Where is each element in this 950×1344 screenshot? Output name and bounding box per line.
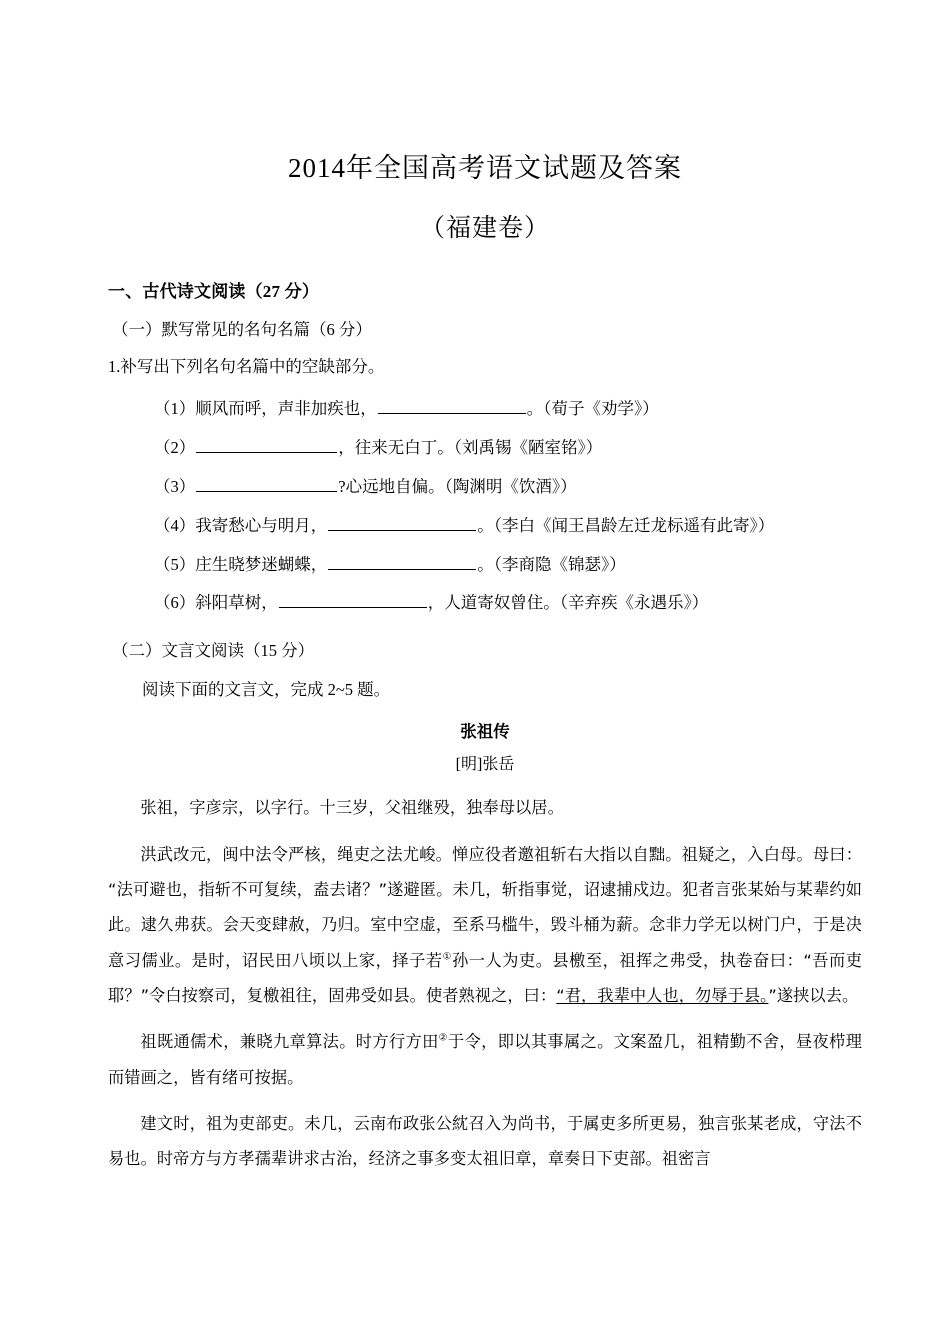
paragraph-2-part-a: 洪武改元，闽中法令严核，绳吏之法尤峻。惮应役者邀祖斩右大指以自黜。祖疑之，入白母。母曰：“法可避也，指斩不可复续，盍去诸？”遂避匿。未几，斩指事觉，诏逮捕戍边。犯者言张某始与某辈约如此。逮久弗获。会天变肆赦，乃归。室中空虚，至系马槛牛，毁斗桶为薪。念非力学无以树门户，于是决意习儒业。是时，诏民田八顷以上家，择子若 — [108, 844, 862, 970]
blank-item-text-after: 。（李商隐《锦瑟》） — [477, 554, 626, 574]
passage-body — [108, 776, 862, 1176]
question-1-prompt: 1.补写出下列名句名篇中的空缺部分。 — [108, 356, 385, 376]
answer-blank[interactable] — [279, 592, 427, 608]
answer-blank[interactable] — [378, 398, 526, 414]
blank-item-text-after: ，人道寄奴曾住。（辛弃疾《永遇乐》） — [427, 593, 709, 613]
blank-item-text-after: ，往来无白丁。（刘禹锡《陋室铭》） — [338, 437, 603, 457]
fill-in-blank-list — [108, 379, 862, 616]
passage-paragraph-2 — [108, 826, 862, 1014]
blank-item-number: （2） — [154, 437, 196, 457]
blank-item-text-after: 。（李白《闻王昌龄左迁龙标遥有此寄》） — [477, 515, 775, 535]
list-item — [108, 576, 862, 615]
passage-instruction: 阅读下面的文言文，完成 2~5 题。 — [142, 680, 391, 700]
passage-title: 张祖传 — [460, 722, 510, 742]
blank-item-number: （1） — [154, 398, 196, 418]
blank-item-number: （3） — [154, 476, 196, 496]
passage-paragraph-4: 建文时，祖为吏部吏。未几，云南布政张公紞召入为尚书，于属吏多所更易，独言张某老成，守法不易也。时帝方与方孝孺辈讲求古治，经济之事多变太祖旧章，章奏日下吏部。祖密言 — [108, 1113, 862, 1169]
blank-item-number: （5） — [154, 554, 196, 574]
passage-paragraph-1: 张祖，字彦宗，以字行。十三岁，父祖继殁，独奉母以居。 — [140, 798, 564, 818]
list-item — [108, 499, 862, 538]
passage-author: [明]张岳 — [455, 756, 515, 774]
section-heading-one: 一、古代诗文阅读（27 分） — [108, 282, 320, 302]
blank-item-number: （6） — [154, 593, 196, 613]
subsection-heading-one: （一）默写常见的名句名篇（6 分） — [112, 320, 372, 340]
list-item — [108, 538, 862, 577]
list-item — [108, 421, 862, 460]
passage-paragraph-3 — [108, 1013, 862, 1095]
blank-item-number: （4） — [154, 515, 196, 535]
paragraph-2-part-b: 孙一人为吏。县檄至，祖挥之弗受，执卷奋曰：“吾而吏耶？”令白按察司，复檄祖往，固弗受如县。使者熟视之，曰： — [108, 950, 862, 1005]
paragraph-3-part-b: 于令，即以其事属之。文案盈几，祖精勤不舍，昼夜栉理而错画之，皆有绪可按据。 — [108, 1032, 862, 1087]
answer-blank[interactable] — [328, 554, 476, 570]
paragraph-2-part-c: ”遂挟以去。 — [768, 985, 859, 1005]
document-subtitle: （福建卷） — [419, 215, 550, 243]
list-item — [108, 460, 862, 499]
blank-item-text-before: 斜阳草树， — [195, 593, 278, 613]
answer-blank[interactable] — [196, 437, 337, 453]
blank-item-text-after: ?心远地自偏。（陶渊明《饮酒》） — [338, 476, 577, 496]
footnote-marker-2: ② — [438, 1032, 449, 1044]
blank-item-text-before: 顺风而呼，声非加疾也， — [195, 398, 377, 418]
answer-blank[interactable] — [196, 476, 337, 492]
subsection-heading-two: （二）文言文阅读（15 分） — [112, 641, 315, 661]
list-item — [108, 379, 862, 421]
blank-item-text-after: 。（荀子《劝学》） — [526, 398, 659, 418]
blank-item-text-before: 庄生晓梦迷蝴蝶， — [195, 554, 328, 574]
footnote-marker-1: ① — [442, 951, 453, 963]
paragraph-3-part-a: 祖既通儒术，兼晓九章算法。时方行方田 — [140, 1032, 439, 1052]
answer-blank[interactable] — [328, 515, 476, 531]
underlined-quote: “君，我辈中人也，勿辱于县。 — [556, 985, 769, 1005]
blank-item-text-before: 我寄愁心与明月， — [195, 515, 328, 535]
document-title: 2014年全国高考语文试题及答案 — [288, 153, 682, 183]
